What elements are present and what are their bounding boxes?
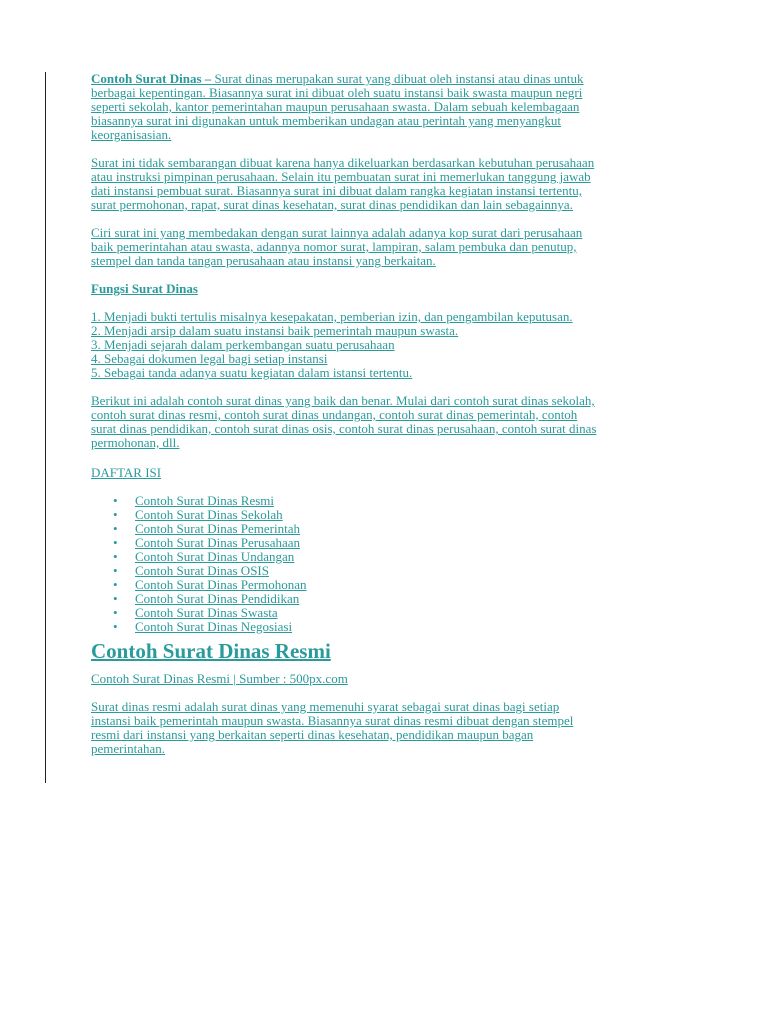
toc-item-label[interactable]: Contoh Surat Dinas Undangan [135,549,295,564]
toc-item-label[interactable]: Contoh Surat Dinas Negosiasi [135,619,293,634]
bullet-icon: • [113,521,118,536]
fungsi-item[interactable]: 4. Sebagai dokumen legal bagi setiap instansi [91,351,328,366]
fungsi-list [91,310,691,380]
paragraph-line[interactable]: Berikut ini adalah contoh surat dinas yang baik dan benar. Mulai dari contoh surat dinas sekolah, [91,393,595,408]
image-caption[interactable]: Contoh Surat Dinas Resmi | Sumber : 500px.com [91,671,348,686]
bullet-icon: • [113,493,118,508]
bullet-icon: • [113,535,118,550]
intro-title[interactable]: Contoh Surat Dinas – [91,71,212,86]
paragraph-line[interactable]: instansi baik pemerintah maupun swasta. Biasannya surat dinas resmi dibuat dengan stempel [91,713,574,728]
fungsi-item[interactable]: 3. Menjadi sejarah dalam perkembangan suatu perusahaan [91,337,395,352]
paragraph-line[interactable]: Surat ini tidak sembarangan dibuat karena hanya dikeluarkan berdasarkan kebutuhan perusahaan [91,155,595,170]
toc-item-label[interactable]: Contoh Surat Dinas OSIS [135,563,269,578]
bullet-icon: • [113,507,118,522]
paragraph-line[interactable]: resmi dari instansi yang berkaitan seperti dinas kesehatan, pendidikan maupun bagan [91,727,534,742]
paragraph-line[interactable]: atau instruksi pimpinan perusahaan. Selain itu pembuatan surat ini memerlukan tanggung jawab [91,169,591,184]
fungsi-item[interactable]: 2. Menjadi arsip dalam suatu instansi baik pemerintah maupun swasta. [91,323,459,338]
toc-item-label[interactable]: Contoh Surat Dinas Resmi [135,493,275,508]
paragraph-line[interactable]: Surat dinas resmi adalah surat dinas yang memenuhi syarat sebagai surat dinas bagi setiap [91,699,560,714]
paragraph-3 [91,226,691,268]
toc-item[interactable] [113,606,691,620]
toc-item[interactable] [113,494,691,508]
intro-text[interactable]: Surat dinas merupakan surat yang dibuat oleh instansi atau dinas untuk [211,71,584,86]
paragraph-line[interactable]: surat dinas pendidikan, contoh surat dinas osis, contoh surat dinas perusahaan, contoh surat dinas [91,421,597,436]
paragraph-line[interactable]: permohonan, dll. [91,435,180,450]
paragraph-line[interactable]: baik pemerintahan atau swasta, adannya nomor surat, lampiran, salam pembuka dan penutup, [91,239,577,254]
toc-item-label[interactable]: Contoh Surat Dinas Sekolah [135,507,283,522]
section-heading[interactable]: Contoh Surat Dinas Resmi [91,639,331,663]
toc-item-label[interactable]: Contoh Surat Dinas Pendidikan [135,591,300,606]
toc-item[interactable] [113,564,691,578]
document-body [91,72,691,756]
toc-item-label[interactable]: Contoh Surat Dinas Perusahaan [135,535,301,550]
paragraph-line[interactable]: dati instansi pembuat surat. Biasannya surat ini dibuat dalam rangka kegiatan instansi tertentu, [91,183,582,198]
bullet-icon: • [113,577,118,592]
paragraph-line[interactable]: Ciri surat ini yang membedakan dengan surat lainnya adalah adanya kop surat dari perusahaan [91,225,583,240]
intro-line[interactable]: biasannya surat ini digunakan untuk memberikan undagan atau perintah yang menyangkut [91,113,562,128]
fungsi-item[interactable]: 1. Menjadi bukti tertulis misalnya kesepakatan, pemberian izin, dan pengambilan keputusan. [91,309,573,324]
toc-list [113,494,691,634]
toc-item[interactable] [113,522,691,536]
section-paragraph [91,700,691,756]
fungsi-heading[interactable]: Fungsi Surat Dinas [91,281,198,296]
toc-item-label[interactable]: Contoh Surat Dinas Swasta [135,605,278,620]
toc-item[interactable] [113,550,691,564]
intro-line[interactable]: keorganisasian. [91,127,172,142]
page-margin-line [45,72,46,783]
bullet-icon: • [113,619,118,634]
bullet-icon: • [113,549,118,564]
toc-heading[interactable]: DAFTAR ISI [91,465,162,480]
bullet-icon: • [113,563,118,578]
paragraph-line[interactable]: stempel dan tanda tangan perusahaan atau instansi yang berkaitan. [91,253,436,268]
paragraph-line[interactable]: contoh surat dinas resmi, contoh surat dinas undangan, contoh surat dinas pemerintah, contoh [91,407,578,422]
intro-line[interactable] [91,72,691,86]
toc-item-label[interactable]: Contoh Surat Dinas Permohonan [135,577,307,592]
toc-item[interactable] [113,620,691,634]
toc-item[interactable] [113,508,691,522]
paragraph-line[interactable]: surat permohonan, rapat, surat dinas kesehatan, surat dinas pendidikan dan lain sebagainnya. [91,197,573,212]
toc-item[interactable] [113,578,691,592]
paragraph-4 [91,394,691,450]
paragraph-line[interactable]: pemerintahan. [91,741,165,756]
paragraph-2 [91,156,691,212]
toc-item[interactable] [113,592,691,606]
intro-paragraph [91,72,691,142]
toc-item[interactable] [113,536,691,550]
bullet-icon: • [113,605,118,620]
fungsi-item[interactable]: 5. Sebagai tanda adanya suatu kegiatan dalam istansi tertentu. [91,365,413,380]
toc-item-label[interactable]: Contoh Surat Dinas Pemerintah [135,521,301,536]
intro-line[interactable]: berbagai kepentingan. Biasannya surat ini dibuat oleh suatu instansi baik swasta maupun negri [91,85,583,100]
intro-line[interactable]: seperti sekolah, kantor pemerintahan maupun perusahaan swasta. Dalam sebuah kelembagaan [91,99,580,114]
bullet-icon: • [113,591,118,606]
